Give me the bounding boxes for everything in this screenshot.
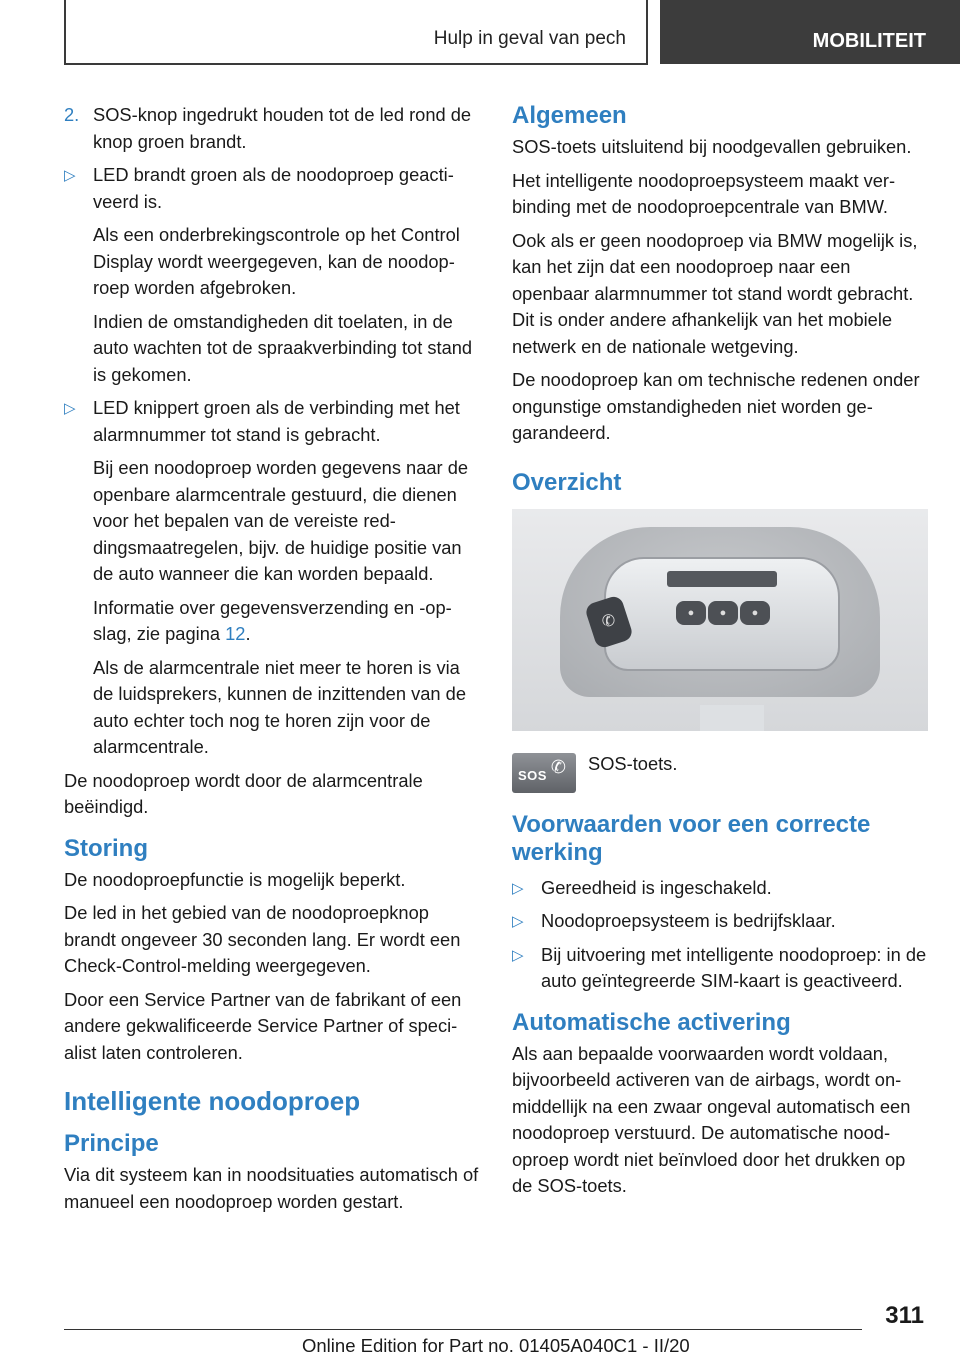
right-column xyxy=(512,102,930,1207)
link-prefix: Informatie over gegevensverzending en -opslag, zie pagina xyxy=(93,596,452,644)
header-bottom-rule xyxy=(64,63,648,65)
result-bullet-1 xyxy=(64,162,480,215)
overhead-console-image xyxy=(512,509,928,731)
activering-paragraph: Als aan bepaalde voorwaarden wordt voldaan, bijvoorbeeld activeren van de airbags, wordt onmiddellijk na een zwaar ongeval automatisch een noodoproep verstuurd. De automatische noodoproep wordt niet beïnvloed door het drukken op de SOS-toets. xyxy=(512,1042,911,1196)
console-stem xyxy=(700,705,764,731)
heading-overzicht: Overzicht xyxy=(512,468,622,496)
footer-edition: Online Edition for Part no. 01405A040C1 - II/20 xyxy=(302,1335,690,1356)
header-divider xyxy=(646,0,648,64)
triangle-bullet-icon: ▷ xyxy=(512,879,524,897)
bullet-text: LED knippert groen als de verbinding met het alarmnummer tot stand is gebracht. xyxy=(93,397,460,445)
sos-icon-label: SOS xyxy=(518,768,547,783)
heading-intelligente-noodoproep: Intelligente noodoproep xyxy=(64,1086,361,1116)
console-button-icon: ● xyxy=(708,601,738,625)
condition-text: Noodoproepsysteem is bedrijfsklaar. xyxy=(541,910,836,931)
heading-storing: Storing xyxy=(64,834,148,862)
principe-paragraph: Via dit systeem kan in noodsituaties automatisch of manueel een noodoproep worden gestart. xyxy=(64,1164,479,1212)
bullet-paragraph: Als een onderbrekingscontrole op het Control Display wordt weergegeven, kan de noodoproep worden afgebroken. xyxy=(93,224,460,298)
bullet-paragraph: Bij een noodoproep worden gegevens naar de openbare alarmcentrale gestuurd, die dienen voor het bepalen van de vereiste reddingsmaatregelen, bijv. de huidige positie van de auto wanneer die kan worden bepaald. xyxy=(93,457,469,584)
algemeen-paragraph: Het intelligente noodoproepsysteem maakt verbinding met de noodoproepcentrale van BMW. xyxy=(512,169,896,217)
header-left-rule xyxy=(64,0,66,64)
bullet-paragraph-with-link xyxy=(64,595,480,648)
condition-text: Gereedheid is ingeschakeld. xyxy=(541,876,772,898)
storing-paragraph: Door een Service Partner van de fabrikant of een andere gekwalificeerde Service Partner of specialist laten controleren. xyxy=(64,988,462,1063)
page-reference-link[interactable]: 12 xyxy=(225,623,246,644)
triangle-bullet-icon: ▷ xyxy=(512,946,524,964)
header-chapter-label: MOBILITEIT xyxy=(812,29,926,52)
passenger-airbag-indicator xyxy=(667,571,777,587)
sos-phone-icon xyxy=(512,753,576,793)
bullet-text: LED brandt groen als de noodoproep geactiveerd is. xyxy=(93,164,454,212)
header-chapter-tab xyxy=(660,0,960,64)
left-column xyxy=(64,102,480,1222)
heading-principe: Principe xyxy=(64,1130,159,1157)
triangle-bullet-icon: ▷ xyxy=(64,167,76,184)
step-text: SOS-knop ingedrukt houden tot de led rond de knop groen brandt. xyxy=(93,104,472,152)
algemeen-paragraph: SOS-toets uitsluitend bij noodgevallen gebruiken. xyxy=(512,136,912,157)
algemeen-paragraph: Ook als er geen noodoproep via BMW mogelijk is, kan het zijn dat een noodoproep naar een openbaar alarmnummer tot stand wordt gebracht. Dit is onder andere afhankelijk van het mobiele netwerk en de nationale wetgeving. xyxy=(512,229,918,357)
bullet-paragraph: Indien de omstandigheden dit toelaten, in de auto wachten tot de spraakverbinding tot stand is gekomen. xyxy=(93,310,473,385)
bullet-paragraph: Als de alarmcentrale niet meer te horen is via de luidsprekers, kunnen de inzittenden van de auto echter toch nog te horen zijn voor de alarmcentrale. xyxy=(93,656,466,757)
link-suffix: . xyxy=(245,623,251,644)
storing-paragraph: De led in het gebied van de noodoproepknop brandt ongeveer 30 seconden lang. Er wordt een Check-Control-melding weergegeven. xyxy=(64,902,461,976)
storing-paragraph: De noodoproepfunctie is mogelijk beperkt. xyxy=(64,868,406,890)
phone-icon: ✆ xyxy=(550,756,566,777)
triangle-bullet-icon: ▷ xyxy=(512,913,524,930)
sos-button-icon: ✆ xyxy=(584,594,634,649)
triangle-bullet-icon: ▷ xyxy=(64,400,76,417)
algemeen-paragraph: De noodoproep kan om technische redenen onder ongunstige omstandigheden niet worden gegarandeerd. xyxy=(512,369,920,443)
console-button-icon: ● xyxy=(740,601,770,625)
condition-item xyxy=(512,942,930,995)
console-button-icon: ● xyxy=(676,601,706,625)
sos-caption: SOS-toets. xyxy=(588,752,678,774)
footer-rule xyxy=(64,1329,862,1330)
header-section-title: Hulp in geval van pech xyxy=(433,28,626,49)
result-bullet-2 xyxy=(64,395,480,448)
condition-item xyxy=(512,875,930,902)
step-2 xyxy=(64,102,480,155)
heading-algemeen: Algemeen xyxy=(512,102,627,129)
page-number: 311 xyxy=(885,1302,924,1329)
step-number: 2. xyxy=(64,104,80,125)
sos-symbol-row xyxy=(512,751,930,793)
end-paragraph: De noodoproep wordt door de alarmcentrale beëindigd. xyxy=(64,769,423,817)
heading-automatische-activering: Automatische activering xyxy=(512,1008,791,1036)
condition-item xyxy=(512,908,930,935)
condition-text: Bij uitvoering met intelligente noodoproep: in de auto geïntegreerde SIM-kaart is geactiveerd. xyxy=(541,943,927,991)
heading-voorwaarden: Voorwaarden voor een correcte werking xyxy=(512,810,871,866)
